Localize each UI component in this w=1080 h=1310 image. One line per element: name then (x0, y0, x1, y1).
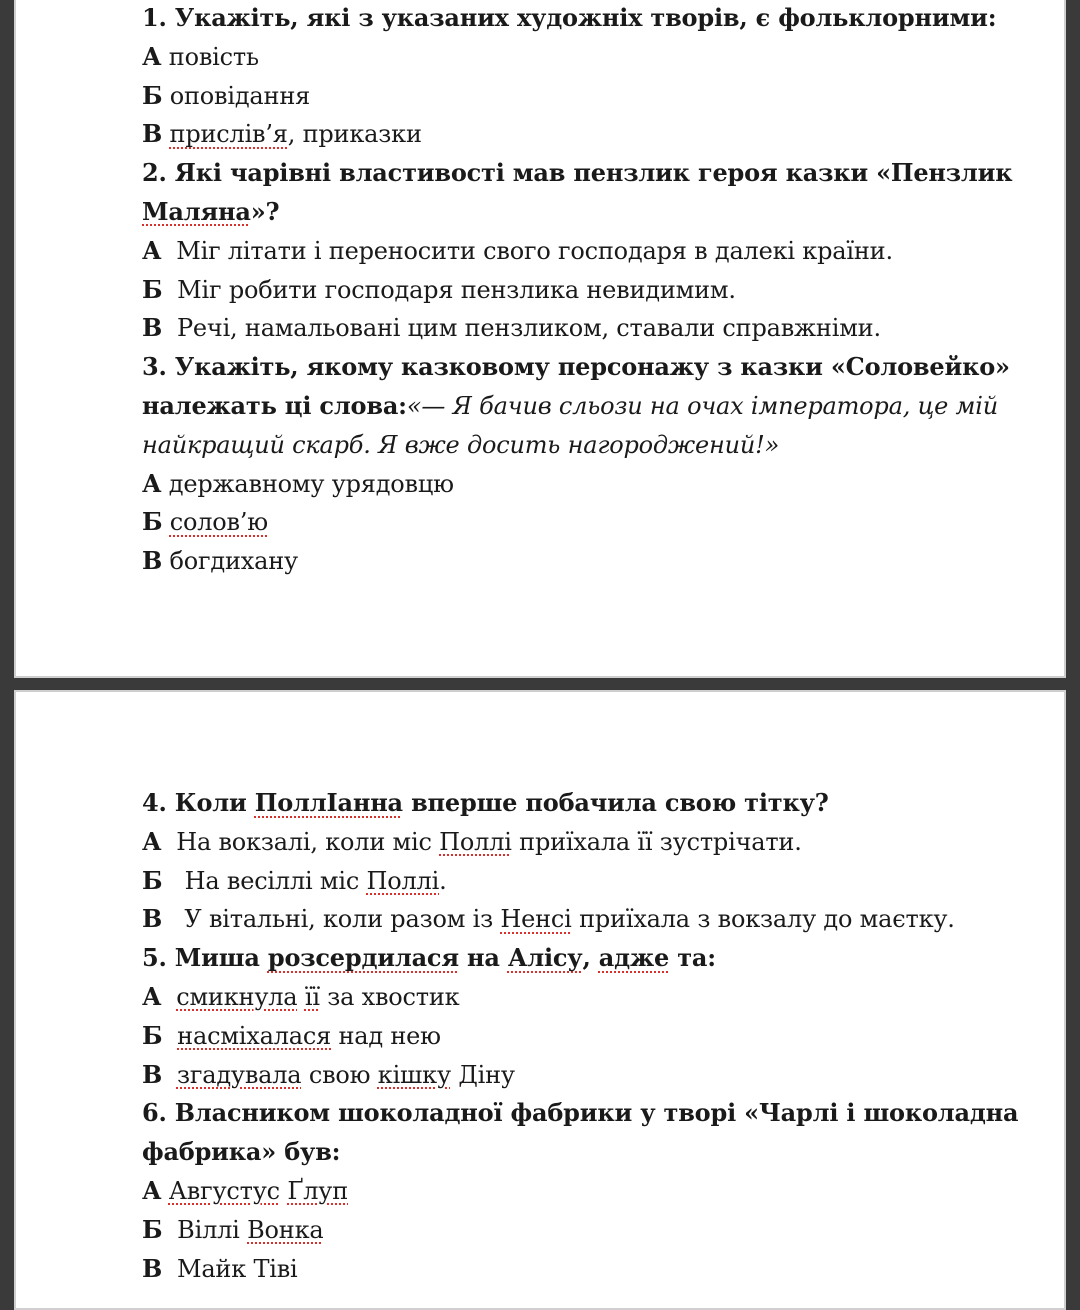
spellcheck-word: розсердилася (267, 943, 459, 973)
spellcheck-word: Поллі (366, 866, 440, 895)
question-3-option-b: Б солов’ю (142, 507, 268, 537)
spellcheck-word: згадувала (176, 1060, 302, 1089)
question-6-option-a: А Августус Ґлуп (142, 1175, 349, 1205)
question-4-option-b: Б На весіллі міс Поллі. (142, 865, 447, 895)
spellcheck-word: прислів’я (169, 120, 288, 149)
document-page-2 (14, 690, 1066, 1310)
spellcheck-word: смикнула (176, 982, 298, 1011)
spellcheck-word: Ненсі (500, 905, 572, 934)
spellcheck-word: Ґлуп (287, 1176, 349, 1205)
question-3-option-c: В богдихану (142, 546, 298, 576)
spellcheck-word: кішку (377, 1060, 451, 1089)
quote-line-1: «— Я бачив сльози на очах імператора, це мій (406, 391, 998, 420)
question-3-text-line-2: належать ці слова:«— Я бачив сльози на очах імператора, це мій (142, 390, 998, 420)
page-2-content (142, 784, 1024, 1288)
spellcheck-word: Поллі (439, 827, 512, 856)
document-page-1 (14, 0, 1066, 678)
question-1-option-c: В прислів’я, приказки (142, 119, 422, 149)
spellcheck-word: її (304, 982, 320, 1011)
question-5-option-c: В згадувала свою кішку Діну (142, 1059, 515, 1089)
question-2-text-line-1: 2. Які чарівні властивості мав пензлик героя казки «Пензлик (142, 158, 1013, 188)
question-6-text-line-1: 6. Власником шоколадної фабрики у творі «Чарлі і шоколадна (142, 1098, 1019, 1128)
question-1-text: 1. Укажіть, які з указаних художніх творів, є фольклорними: (142, 3, 997, 32)
question-2-text-line-2: Маляна»? (142, 196, 280, 226)
question-5-option-b: Б насміхалася над нею (142, 1020, 441, 1050)
question-2-option-c: В Речі, намальовані цим пензликом, ставали справжніми. (142, 313, 881, 343)
question-3-option-a: А державному урядовцю (142, 468, 454, 498)
question-5-text: 5. Миша розсердилася на Алісу, адже та: (142, 943, 716, 973)
quote-line-2: найкращий скарб. Я вже досить нагороджений!» (142, 430, 780, 459)
question-6-text-line-2: фабрика» був: (142, 1137, 341, 1167)
spellcheck-word: Маляна (142, 196, 251, 226)
question-2-option-b: Б Міг робити господаря пензлика невидимим. (142, 274, 736, 304)
spellcheck-word: Августус (168, 1176, 280, 1205)
spellcheck-word: адже (598, 943, 670, 973)
question-1-option-a: А повість (142, 41, 259, 71)
spellcheck-word: ПоллІанна (254, 788, 403, 817)
question-6-option-c: В Майк Тіві (142, 1253, 298, 1283)
page-1-content (142, 0, 1024, 581)
spellcheck-word: Алісу (507, 943, 583, 973)
question-5-option-a: А смикнула її за хвостик (142, 981, 460, 1011)
question-4-option-a: А На вокзалі, коли міс Поллі приїхала її зустрічати. (142, 826, 802, 856)
question-6-option-b: Б Віллі Вонка (142, 1214, 324, 1244)
question-4-option-c: В У вітальні, коли разом із Ненсі приїхала з вокзалу до маєтку. (142, 904, 955, 934)
question-4-text: 4. Коли ПоллІанна вперше побачила свою тітку? (142, 788, 829, 817)
spellcheck-word: насміхалася (177, 1021, 332, 1050)
spellcheck-word: Вонка (247, 1215, 324, 1244)
question-2-option-a: А Міг літати і переносити свого господаря в далекі країни. (142, 235, 893, 265)
question-1-option-b: Б оповідання (142, 80, 311, 110)
spellcheck-word: солов’ю (169, 508, 268, 537)
question-3-text-line-1: 3. Укажіть, якому казковому персонажу з казки «Соловейко» (142, 352, 1010, 382)
